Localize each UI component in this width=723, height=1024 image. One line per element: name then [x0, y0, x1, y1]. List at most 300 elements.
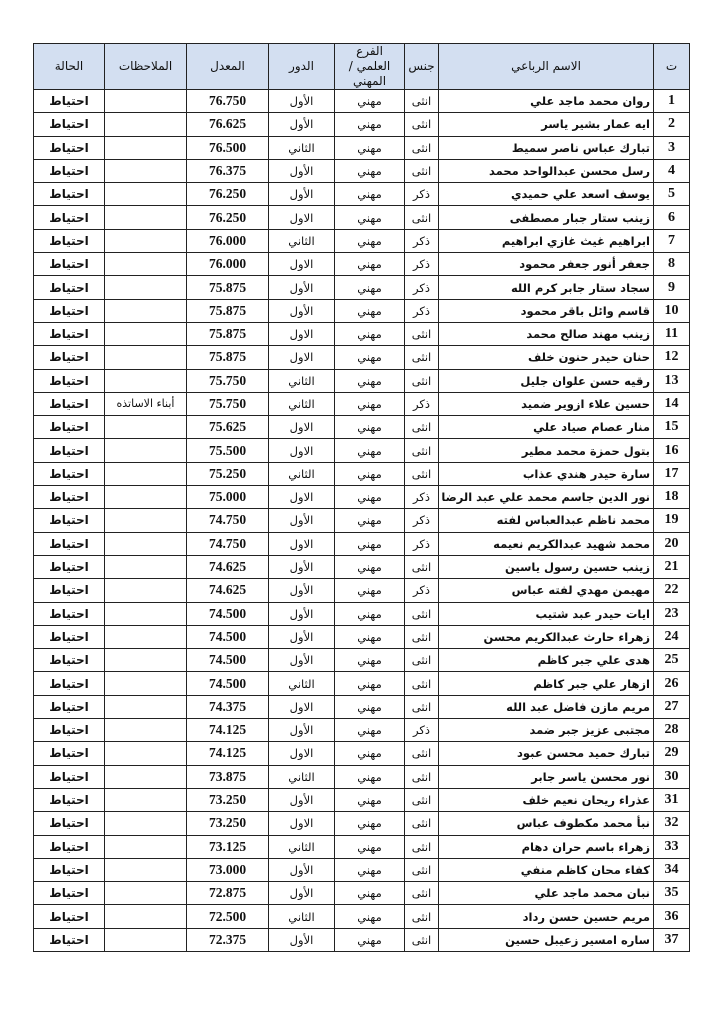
table-row [34, 719, 690, 742]
cell-status: احتياط [34, 555, 105, 578]
cell-notes [105, 812, 187, 835]
cell-notes [105, 765, 187, 788]
cell-branch: مهني [335, 299, 405, 322]
cell-seq: 16 [654, 439, 690, 462]
cell-seq: 4 [654, 159, 690, 182]
cell-name: نبأ محمد مكطوف عباس [439, 812, 654, 835]
cell-seq: 21 [654, 555, 690, 578]
cell-round: الاول [269, 486, 335, 509]
cell-name: حسين علاء ازوير ضميد [439, 392, 654, 415]
table-row [34, 649, 690, 672]
cell-gender: ذكر [405, 486, 439, 509]
cell-branch: مهني [335, 276, 405, 299]
cell-name: تبارك حميد محسن عبود [439, 742, 654, 765]
cell-average: 76.000 [187, 253, 269, 276]
cell-notes [105, 719, 187, 742]
cell-average: 75.875 [187, 322, 269, 345]
cell-branch: مهني [335, 602, 405, 625]
cell-name: تبارك عباس ناصر سميط [439, 136, 654, 159]
cell-status: احتياط [34, 183, 105, 206]
cell-branch: مهني [335, 486, 405, 509]
cell-branch: مهني [335, 322, 405, 345]
cell-round: الأول [269, 113, 335, 136]
cell-name: نبان محمد ماجد علي [439, 882, 654, 905]
table-row [34, 765, 690, 788]
cell-branch: مهني [335, 159, 405, 182]
cell-branch: مهني [335, 392, 405, 415]
cell-notes [105, 113, 187, 136]
cell-gender: انثى [405, 462, 439, 485]
cell-round: الاول [269, 695, 335, 718]
cell-gender: انثى [405, 416, 439, 439]
cell-average: 75.750 [187, 369, 269, 392]
cell-seq: 35 [654, 882, 690, 905]
cell-gender: ذكر [405, 183, 439, 206]
cell-status: احتياط [34, 882, 105, 905]
cell-name: قاسم وائل باقر محمود [439, 299, 654, 322]
cell-round: الاول [269, 206, 335, 229]
cell-average: 76.250 [187, 206, 269, 229]
cell-notes [105, 486, 187, 509]
cell-branch: مهني [335, 765, 405, 788]
cell-seq: 33 [654, 835, 690, 858]
cell-name: روان محمد ماجد علي [439, 90, 654, 113]
cell-round: الأول [269, 183, 335, 206]
cell-seq: 26 [654, 672, 690, 695]
cell-branch: مهني [335, 532, 405, 555]
table-row [34, 392, 690, 415]
cell-name: مهيمن مهدي لفته عباس [439, 579, 654, 602]
cell-name: زهراء حارث عبدالكريم محسن [439, 625, 654, 648]
cell-seq: 37 [654, 928, 690, 951]
cell-name: مريم حسين حسن رداد [439, 905, 654, 928]
cell-status: احتياط [34, 229, 105, 252]
cell-notes [105, 602, 187, 625]
cell-seq: 13 [654, 369, 690, 392]
cell-gender: ذكر [405, 392, 439, 415]
cell-status: احتياط [34, 602, 105, 625]
cell-branch: مهني [335, 812, 405, 835]
table-row [34, 625, 690, 648]
cell-branch: مهني [335, 649, 405, 672]
cell-status: احتياط [34, 765, 105, 788]
cell-status: احتياط [34, 858, 105, 881]
cell-status: احتياط [34, 392, 105, 415]
cell-name: زينب مهند صالح محمد [439, 322, 654, 345]
cell-status: احتياط [34, 206, 105, 229]
cell-gender: انثى [405, 322, 439, 345]
cell-round: الأول [269, 788, 335, 811]
cell-name: رسل محسن عبدالواحد محمد [439, 159, 654, 182]
cell-gender: ذكر [405, 579, 439, 602]
table-row [34, 136, 690, 159]
cell-name: زينب حسين رسول ياسين [439, 555, 654, 578]
table-row [34, 159, 690, 182]
cell-branch: مهني [335, 625, 405, 648]
cell-gender: انثى [405, 625, 439, 648]
table-row [34, 579, 690, 602]
cell-average: 74.500 [187, 672, 269, 695]
cell-notes [105, 882, 187, 905]
cell-branch: مهني [335, 928, 405, 951]
cell-name: ايه عمار بشير ياسر [439, 113, 654, 136]
cell-notes [105, 858, 187, 881]
cell-round: الثاني [269, 765, 335, 788]
cell-status: احتياط [34, 719, 105, 742]
cell-status: احتياط [34, 928, 105, 951]
cell-gender: ذكر [405, 509, 439, 532]
cell-branch: مهني [335, 206, 405, 229]
cell-average: 75.875 [187, 346, 269, 369]
cell-round: الأول [269, 299, 335, 322]
table-row [34, 486, 690, 509]
table-row [34, 369, 690, 392]
cell-round: الأول [269, 928, 335, 951]
cell-status: احتياط [34, 159, 105, 182]
cell-round: الاول [269, 742, 335, 765]
cell-round: الثاني [269, 905, 335, 928]
cell-seq: 29 [654, 742, 690, 765]
cell-average: 75.750 [187, 392, 269, 415]
cell-status: احتياط [34, 509, 105, 532]
cell-round: الاول [269, 346, 335, 369]
cell-average: 75.500 [187, 439, 269, 462]
cell-notes: أبناء الاساتذه [105, 392, 187, 415]
cell-branch: مهني [335, 253, 405, 276]
cell-notes [105, 695, 187, 718]
cell-gender: انثى [405, 882, 439, 905]
table-row [34, 788, 690, 811]
cell-round: الأول [269, 858, 335, 881]
cell-notes [105, 905, 187, 928]
cell-notes [105, 276, 187, 299]
cell-branch: مهني [335, 742, 405, 765]
cell-branch: مهني [335, 229, 405, 252]
table-row [34, 812, 690, 835]
table-row [34, 905, 690, 928]
table-row [34, 555, 690, 578]
cell-status: احتياط [34, 532, 105, 555]
cell-average: 74.375 [187, 695, 269, 718]
cell-gender: انثى [405, 695, 439, 718]
cell-name: نور الدين جاسم محمد علي عبد الرضا [439, 486, 654, 509]
cell-status: احتياط [34, 439, 105, 462]
table-row [34, 928, 690, 951]
cell-round: الأول [269, 90, 335, 113]
cell-branch: مهني [335, 695, 405, 718]
cell-notes [105, 555, 187, 578]
cell-notes [105, 742, 187, 765]
cell-seq: 6 [654, 206, 690, 229]
cell-status: احتياط [34, 276, 105, 299]
cell-status: احتياط [34, 90, 105, 113]
cell-seq: 9 [654, 276, 690, 299]
document-page [33, 43, 690, 952]
table-row [34, 416, 690, 439]
cell-average: 73.250 [187, 788, 269, 811]
cell-name: حنان حيدر حنون خلف [439, 346, 654, 369]
cell-seq: 11 [654, 322, 690, 345]
cell-average: 75.000 [187, 486, 269, 509]
cell-notes [105, 322, 187, 345]
cell-name: محمد ناظم عبدالعباس لفته [439, 509, 654, 532]
cell-notes [105, 346, 187, 369]
cell-average: 76.625 [187, 113, 269, 136]
cell-round: الاول [269, 812, 335, 835]
cell-status: احتياط [34, 322, 105, 345]
cell-seq: 8 [654, 253, 690, 276]
cell-average: 73.125 [187, 835, 269, 858]
table-row [34, 858, 690, 881]
table-row [34, 229, 690, 252]
cell-average: 75.250 [187, 462, 269, 485]
cell-round: الاول [269, 322, 335, 345]
cell-seq: 3 [654, 136, 690, 159]
cell-round: الثاني [269, 392, 335, 415]
cell-status: احتياط [34, 113, 105, 136]
cell-name: بتول حمزة محمد مطير [439, 439, 654, 462]
cell-average: 72.375 [187, 928, 269, 951]
cell-notes [105, 509, 187, 532]
table-row [34, 253, 690, 276]
cell-seq: 15 [654, 416, 690, 439]
cell-gender: انثى [405, 136, 439, 159]
cell-notes [105, 532, 187, 555]
cell-average: 75.875 [187, 299, 269, 322]
cell-gender: ذكر [405, 276, 439, 299]
cell-round: الأول [269, 159, 335, 182]
cell-notes [105, 672, 187, 695]
cell-notes [105, 159, 187, 182]
header-notes: الملاحظات [105, 44, 187, 90]
table-row [34, 835, 690, 858]
cell-average: 72.875 [187, 882, 269, 905]
cell-name: سارة حيدر هندي عذاب [439, 462, 654, 485]
header-branch: الفرع العلمي / المهني [335, 44, 405, 90]
cell-gender: ذكر [405, 299, 439, 322]
cell-seq: 34 [654, 858, 690, 881]
cell-seq: 1 [654, 90, 690, 113]
cell-status: احتياط [34, 835, 105, 858]
cell-gender: انثى [405, 928, 439, 951]
cell-name: ساره امسير زعيبل حسين [439, 928, 654, 951]
cell-name: عذراء ريحان نعيم خلف [439, 788, 654, 811]
cell-gender: انثى [405, 346, 439, 369]
cell-average: 74.750 [187, 532, 269, 555]
cell-status: احتياط [34, 416, 105, 439]
cell-branch: مهني [335, 369, 405, 392]
cell-round: الاول [269, 439, 335, 462]
cell-name: جعفر أنور جعفر محمود [439, 253, 654, 276]
cell-average: 74.125 [187, 742, 269, 765]
cell-notes [105, 462, 187, 485]
cell-notes [105, 253, 187, 276]
cell-status: احتياط [34, 695, 105, 718]
cell-branch: مهني [335, 835, 405, 858]
cell-average: 76.250 [187, 183, 269, 206]
cell-gender: انثى [405, 812, 439, 835]
cell-average: 74.500 [187, 625, 269, 648]
cell-seq: 31 [654, 788, 690, 811]
header-seq: ت [654, 44, 690, 90]
cell-seq: 14 [654, 392, 690, 415]
cell-gender: ذكر [405, 719, 439, 742]
cell-average: 73.250 [187, 812, 269, 835]
cell-status: احتياط [34, 462, 105, 485]
cell-gender: ذكر [405, 532, 439, 555]
header-name: الاسم الرباعي [439, 44, 654, 90]
cell-branch: مهني [335, 416, 405, 439]
cell-gender: انثى [405, 788, 439, 811]
cell-name: رقيه حسن علوان جليل [439, 369, 654, 392]
cell-name: نور محسن ياسر جابر [439, 765, 654, 788]
cell-branch: مهني [335, 509, 405, 532]
cell-branch: مهني [335, 136, 405, 159]
cell-name: منار عصام صياد علي [439, 416, 654, 439]
cell-branch: مهني [335, 90, 405, 113]
cell-gender: ذكر [405, 253, 439, 276]
cell-seq: 7 [654, 229, 690, 252]
cell-status: احتياط [34, 812, 105, 835]
cell-gender: انثى [405, 742, 439, 765]
cell-branch: مهني [335, 462, 405, 485]
table-row [34, 90, 690, 113]
table-row [34, 672, 690, 695]
cell-seq: 28 [654, 719, 690, 742]
cell-notes [105, 183, 187, 206]
table-row [34, 462, 690, 485]
cell-seq: 12 [654, 346, 690, 369]
cell-notes [105, 136, 187, 159]
cell-branch: مهني [335, 555, 405, 578]
table-row [34, 206, 690, 229]
cell-round: الثاني [269, 369, 335, 392]
cell-round: الأول [269, 625, 335, 648]
header-row [34, 44, 690, 90]
cell-gender: انثى [405, 765, 439, 788]
cell-round: الأول [269, 602, 335, 625]
cell-seq: 20 [654, 532, 690, 555]
cell-round: الثاني [269, 136, 335, 159]
cell-name: كفاء محان كاظم منفي [439, 858, 654, 881]
cell-gender: انثى [405, 90, 439, 113]
cell-round: الثاني [269, 229, 335, 252]
cell-seq: 2 [654, 113, 690, 136]
cell-round: الاول [269, 532, 335, 555]
cell-branch: مهني [335, 346, 405, 369]
cell-seq: 17 [654, 462, 690, 485]
cell-notes [105, 229, 187, 252]
cell-round: الثاني [269, 672, 335, 695]
cell-round: الأول [269, 882, 335, 905]
cell-seq: 30 [654, 765, 690, 788]
cell-gender: انثى [405, 602, 439, 625]
cell-average: 75.875 [187, 276, 269, 299]
cell-notes [105, 299, 187, 322]
header-round: الدور [269, 44, 335, 90]
cell-name: سجاد ستار جابر كرم الله [439, 276, 654, 299]
cell-status: احتياط [34, 486, 105, 509]
header-status: الحالة [34, 44, 105, 90]
cell-gender: انثى [405, 835, 439, 858]
cell-notes [105, 369, 187, 392]
cell-average: 74.625 [187, 555, 269, 578]
cell-gender: انثى [405, 905, 439, 928]
cell-branch: مهني [335, 719, 405, 742]
cell-status: احتياط [34, 369, 105, 392]
cell-average: 76.750 [187, 90, 269, 113]
cell-gender: انثى [405, 113, 439, 136]
cell-average: 74.500 [187, 602, 269, 625]
cell-status: احتياط [34, 905, 105, 928]
cell-seq: 24 [654, 625, 690, 648]
table-row [34, 882, 690, 905]
cell-round: الثاني [269, 835, 335, 858]
table-row [34, 299, 690, 322]
table-row [34, 183, 690, 206]
cell-name: مجتبى عزيز جبر ضمد [439, 719, 654, 742]
table-row [34, 276, 690, 299]
cell-average: 75.625 [187, 416, 269, 439]
cell-seq: 10 [654, 299, 690, 322]
cell-status: احتياط [34, 742, 105, 765]
cell-branch: مهني [335, 672, 405, 695]
cell-status: احتياط [34, 299, 105, 322]
header-average: المعدل [187, 44, 269, 90]
cell-name: يوسف اسعد علي حميدي [439, 183, 654, 206]
cell-round: الأول [269, 555, 335, 578]
cell-name: ابراهيم غيث غازي ابراهيم [439, 229, 654, 252]
cell-gender: انثى [405, 858, 439, 881]
cell-average: 74.750 [187, 509, 269, 532]
cell-seq: 23 [654, 602, 690, 625]
cell-notes [105, 928, 187, 951]
cell-seq: 32 [654, 812, 690, 835]
cell-notes [105, 416, 187, 439]
table-row [34, 113, 690, 136]
cell-notes [105, 625, 187, 648]
cell-notes [105, 579, 187, 602]
cell-seq: 25 [654, 649, 690, 672]
cell-name: هدى علي جبر كاظم [439, 649, 654, 672]
cell-status: احتياط [34, 672, 105, 695]
cell-gender: انثى [405, 649, 439, 672]
cell-average: 73.000 [187, 858, 269, 881]
cell-round: الأول [269, 276, 335, 299]
cell-gender: انثى [405, 369, 439, 392]
cell-average: 74.125 [187, 719, 269, 742]
cell-status: احتياط [34, 625, 105, 648]
cell-round: الثاني [269, 462, 335, 485]
cell-branch: مهني [335, 882, 405, 905]
cell-name: زهراء باسم حران دهام [439, 835, 654, 858]
cell-seq: 18 [654, 486, 690, 509]
cell-notes [105, 206, 187, 229]
table-row [34, 509, 690, 532]
cell-name: زينب ستار جبار مصطفى [439, 206, 654, 229]
cell-branch: مهني [335, 905, 405, 928]
cell-average: 76.500 [187, 136, 269, 159]
cell-branch: مهني [335, 113, 405, 136]
cell-status: احتياط [34, 579, 105, 602]
cell-branch: مهني [335, 788, 405, 811]
cell-branch: مهني [335, 439, 405, 462]
cell-seq: 22 [654, 579, 690, 602]
cell-status: احتياط [34, 136, 105, 159]
table-row [34, 439, 690, 462]
cell-notes [105, 788, 187, 811]
cell-seq: 27 [654, 695, 690, 718]
